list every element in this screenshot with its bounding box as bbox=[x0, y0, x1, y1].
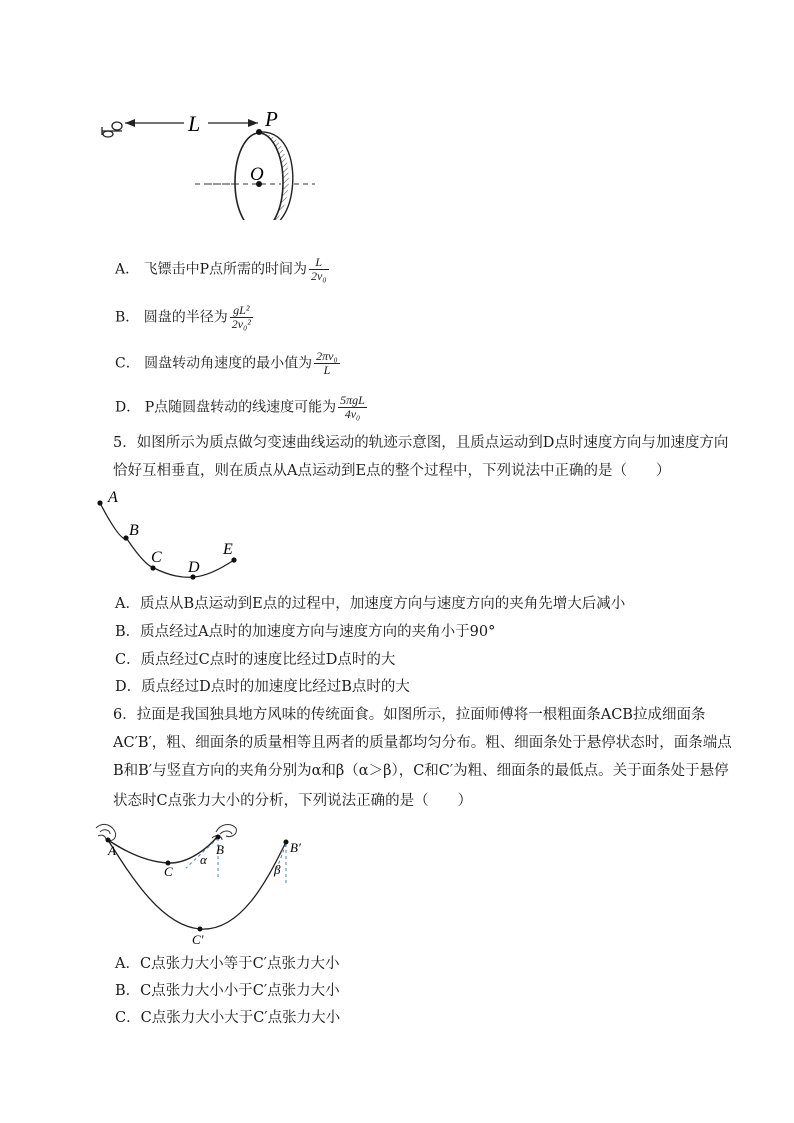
point-b-label: B bbox=[129, 522, 139, 539]
q4-option-b: B． 圆盘的半径为 $\frac{\text{gL²}}{\text{2v₀²}}$ bbox=[115, 303, 251, 331]
q6-stem-line1: 6．拉面是我国独具地方风味的传统面食。如图所示，拉面师傅将一根粗面条ACB拉成细面条 bbox=[113, 707, 706, 723]
fraction: $\frac{\text{2πv₀}}{L}$ bbox=[316, 349, 338, 377]
q6-option-c: C．C点张力大小大于C′点张力大小 bbox=[115, 1010, 341, 1026]
point-e-label: E bbox=[223, 541, 233, 558]
q5-option-b: B．质点经过A点时的加速度方向与速度方向的夹角小于90° bbox=[115, 624, 496, 640]
point-d-label: D bbox=[188, 559, 200, 576]
q4-option-d: D． P点随圆盘转动的线速度可能为 $\frac{\text{5πgL}}{\text{4v₀}}$ bbox=[115, 393, 365, 421]
point-a-label: A bbox=[108, 843, 116, 858]
trajectory-figure bbox=[92, 486, 252, 586]
fraction: $\frac{L}{\text{2v₀}}$ bbox=[311, 255, 327, 283]
q6-stem-line4: 状态时C点张力大小的分析，下列说法正确的是（ ） bbox=[113, 793, 473, 809]
q4-option-c: C． 圆盘转动角速度的最小值为 $\frac{\text{2πv₀}}{L}$ bbox=[115, 349, 338, 377]
fraction: $\frac{\text{gL²}}{\text{2v₀²}}$ bbox=[231, 303, 251, 331]
noodle-figure bbox=[92, 818, 312, 948]
point-b-prime-label: B′ bbox=[290, 840, 301, 855]
q4-option-a: A． 飞镖击中P点所需的时间为 $\frac{L}{\text{2v₀}}$ bbox=[115, 255, 327, 283]
fraction: $\frac{\text{5πgL}}{\text{4v₀}}$ bbox=[340, 393, 365, 421]
dart-icon bbox=[102, 122, 122, 137]
q6-stem-line3: B和B′与竖直方向的夹角分别为α和β（α＞β），C和C′为粗、细面条的最低点。关于面条处于悬停 bbox=[113, 763, 729, 779]
point-c-label: C bbox=[164, 864, 173, 879]
q5-option-c: C．质点经过C点时的速度比经过D点时的大 bbox=[115, 652, 396, 668]
q5-option-a: A．质点从B点运动到E点的过程中，加速度方向与速度方向的夹角先增大后减小 bbox=[115, 596, 626, 612]
alpha-label: α bbox=[200, 852, 207, 867]
q5-option-d: D．质点经过D点时的加速度比经过B点时的大 bbox=[115, 679, 410, 695]
q6-stem-line2: AC′B′，粗、细面条的质量相等且两者的质量都均匀分布。粗、细面条处于悬停状态时，面条端点 bbox=[113, 735, 732, 751]
q5-stem-line1: 5．如图所示为质点做匀变速曲线运动的轨迹示意图，且质点运动到D点时速度方向与加速度方向 bbox=[113, 435, 729, 451]
hand-icon bbox=[96, 824, 116, 840]
disc-dart-figure bbox=[95, 100, 335, 220]
point-b-label: B bbox=[216, 842, 224, 857]
length-label: L bbox=[188, 111, 201, 136]
point-c-label: C bbox=[151, 549, 162, 566]
q5-stem-line2: 恰好互相垂直，则在质点从A点运动到E点的整个过程中，下列说法中正确的是（ ） bbox=[113, 463, 671, 479]
q6-option-b: B．C点张力大小小于C′点张力大小 bbox=[115, 983, 340, 999]
point-c-prime-label: C′ bbox=[192, 932, 204, 947]
q6-option-a: A．C点张力大小等于C′点张力大小 bbox=[115, 956, 340, 972]
center-o-label: O bbox=[250, 164, 264, 185]
beta-label: β bbox=[274, 862, 281, 877]
point-a-label: A bbox=[108, 489, 118, 506]
point-p-label: P bbox=[265, 107, 278, 131]
